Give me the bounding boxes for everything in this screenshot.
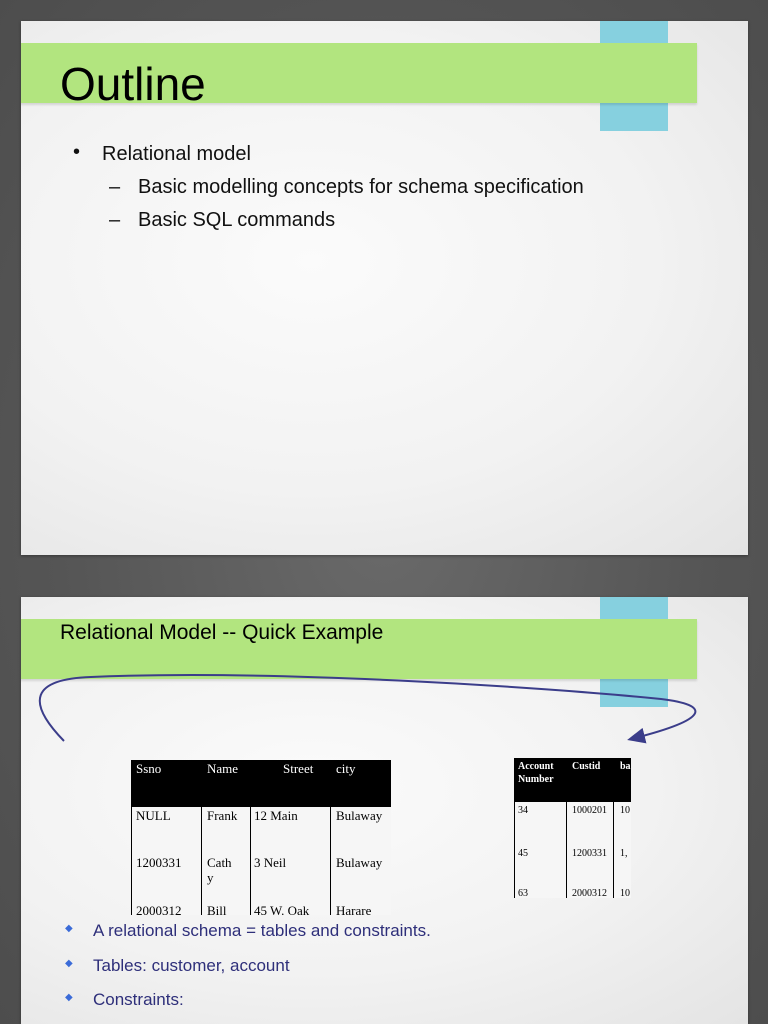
table-cell: 1,: [620, 848, 628, 859]
column-divider: [330, 807, 331, 915]
table-cell: Cath: [207, 855, 232, 870]
header-cell: Street: [283, 761, 314, 776]
table-cell: 3 Neil: [254, 855, 287, 870]
header-cell: Ssno: [136, 761, 162, 776]
table-cell: 1200331: [136, 855, 182, 870]
header-cell: ba: [620, 761, 631, 772]
column-divider: [201, 807, 202, 915]
table-cell: 10: [620, 888, 630, 898]
header-cell: Account: [518, 761, 554, 772]
sub-bullet-text: Basic SQL commands: [138, 209, 336, 231]
table-cell: Bulaway: [336, 808, 383, 823]
table-cell: 1000201: [572, 805, 607, 816]
header-cell: city: [336, 761, 356, 776]
slide-quick-example: [21, 597, 748, 1024]
table-cell: Harare: [336, 903, 372, 915]
bullet-text: Constraints:: [93, 990, 184, 1009]
table-cell: Frank: [207, 808, 238, 823]
sub-bullet-dash: –: [109, 209, 121, 231]
column-divider: [613, 802, 614, 898]
table-cell: 10: [620, 805, 630, 816]
sub-bullet-dash: –: [109, 176, 121, 198]
bullet-dot: •: [73, 141, 81, 163]
account-table: [514, 758, 631, 898]
table-border: [514, 758, 515, 898]
column-divider: [566, 802, 567, 898]
column-divider: [250, 807, 251, 915]
slide-title: Outline: [60, 58, 206, 110]
sub-bullet-text: Basic modelling concepts for schema specification: [138, 176, 584, 198]
customer-table: [131, 760, 391, 915]
bullet-text: Relational model: [102, 143, 251, 165]
slide-title: Relational Model -- Quick Example: [60, 621, 384, 644]
header-cell: Name: [207, 761, 239, 776]
table-cell: 2000312: [136, 903, 182, 915]
table-cell: Bulaway: [336, 855, 383, 870]
table-cell: 34: [518, 805, 528, 816]
slide-outline: [21, 21, 748, 555]
bullet-text: A relational schema = tables and constraints.: [93, 921, 431, 940]
header-cell: Number: [518, 774, 554, 785]
diamond-bullet-icon: ◆: [65, 958, 73, 969]
table-border: [131, 760, 132, 915]
table-cell: 45: [518, 848, 528, 859]
table-cell: 12 Main: [254, 808, 298, 823]
table-cell: 1200331: [572, 848, 607, 859]
table-cell: y: [207, 870, 214, 885]
table-cell: NULL: [136, 808, 171, 823]
diamond-bullet-icon: ◆: [65, 923, 73, 934]
table-cell: 63: [518, 888, 528, 898]
header-cell: Custid: [572, 761, 601, 772]
table-cell: Bill: [207, 903, 227, 915]
table-cell: 45 W. Oak: [254, 903, 310, 915]
table-cell: 2000312: [572, 888, 607, 898]
foreign-key-arrow: [21, 597, 748, 757]
diamond-bullet-icon: ◆: [65, 992, 73, 1003]
bullet-text: Tables: customer, account: [93, 956, 290, 975]
